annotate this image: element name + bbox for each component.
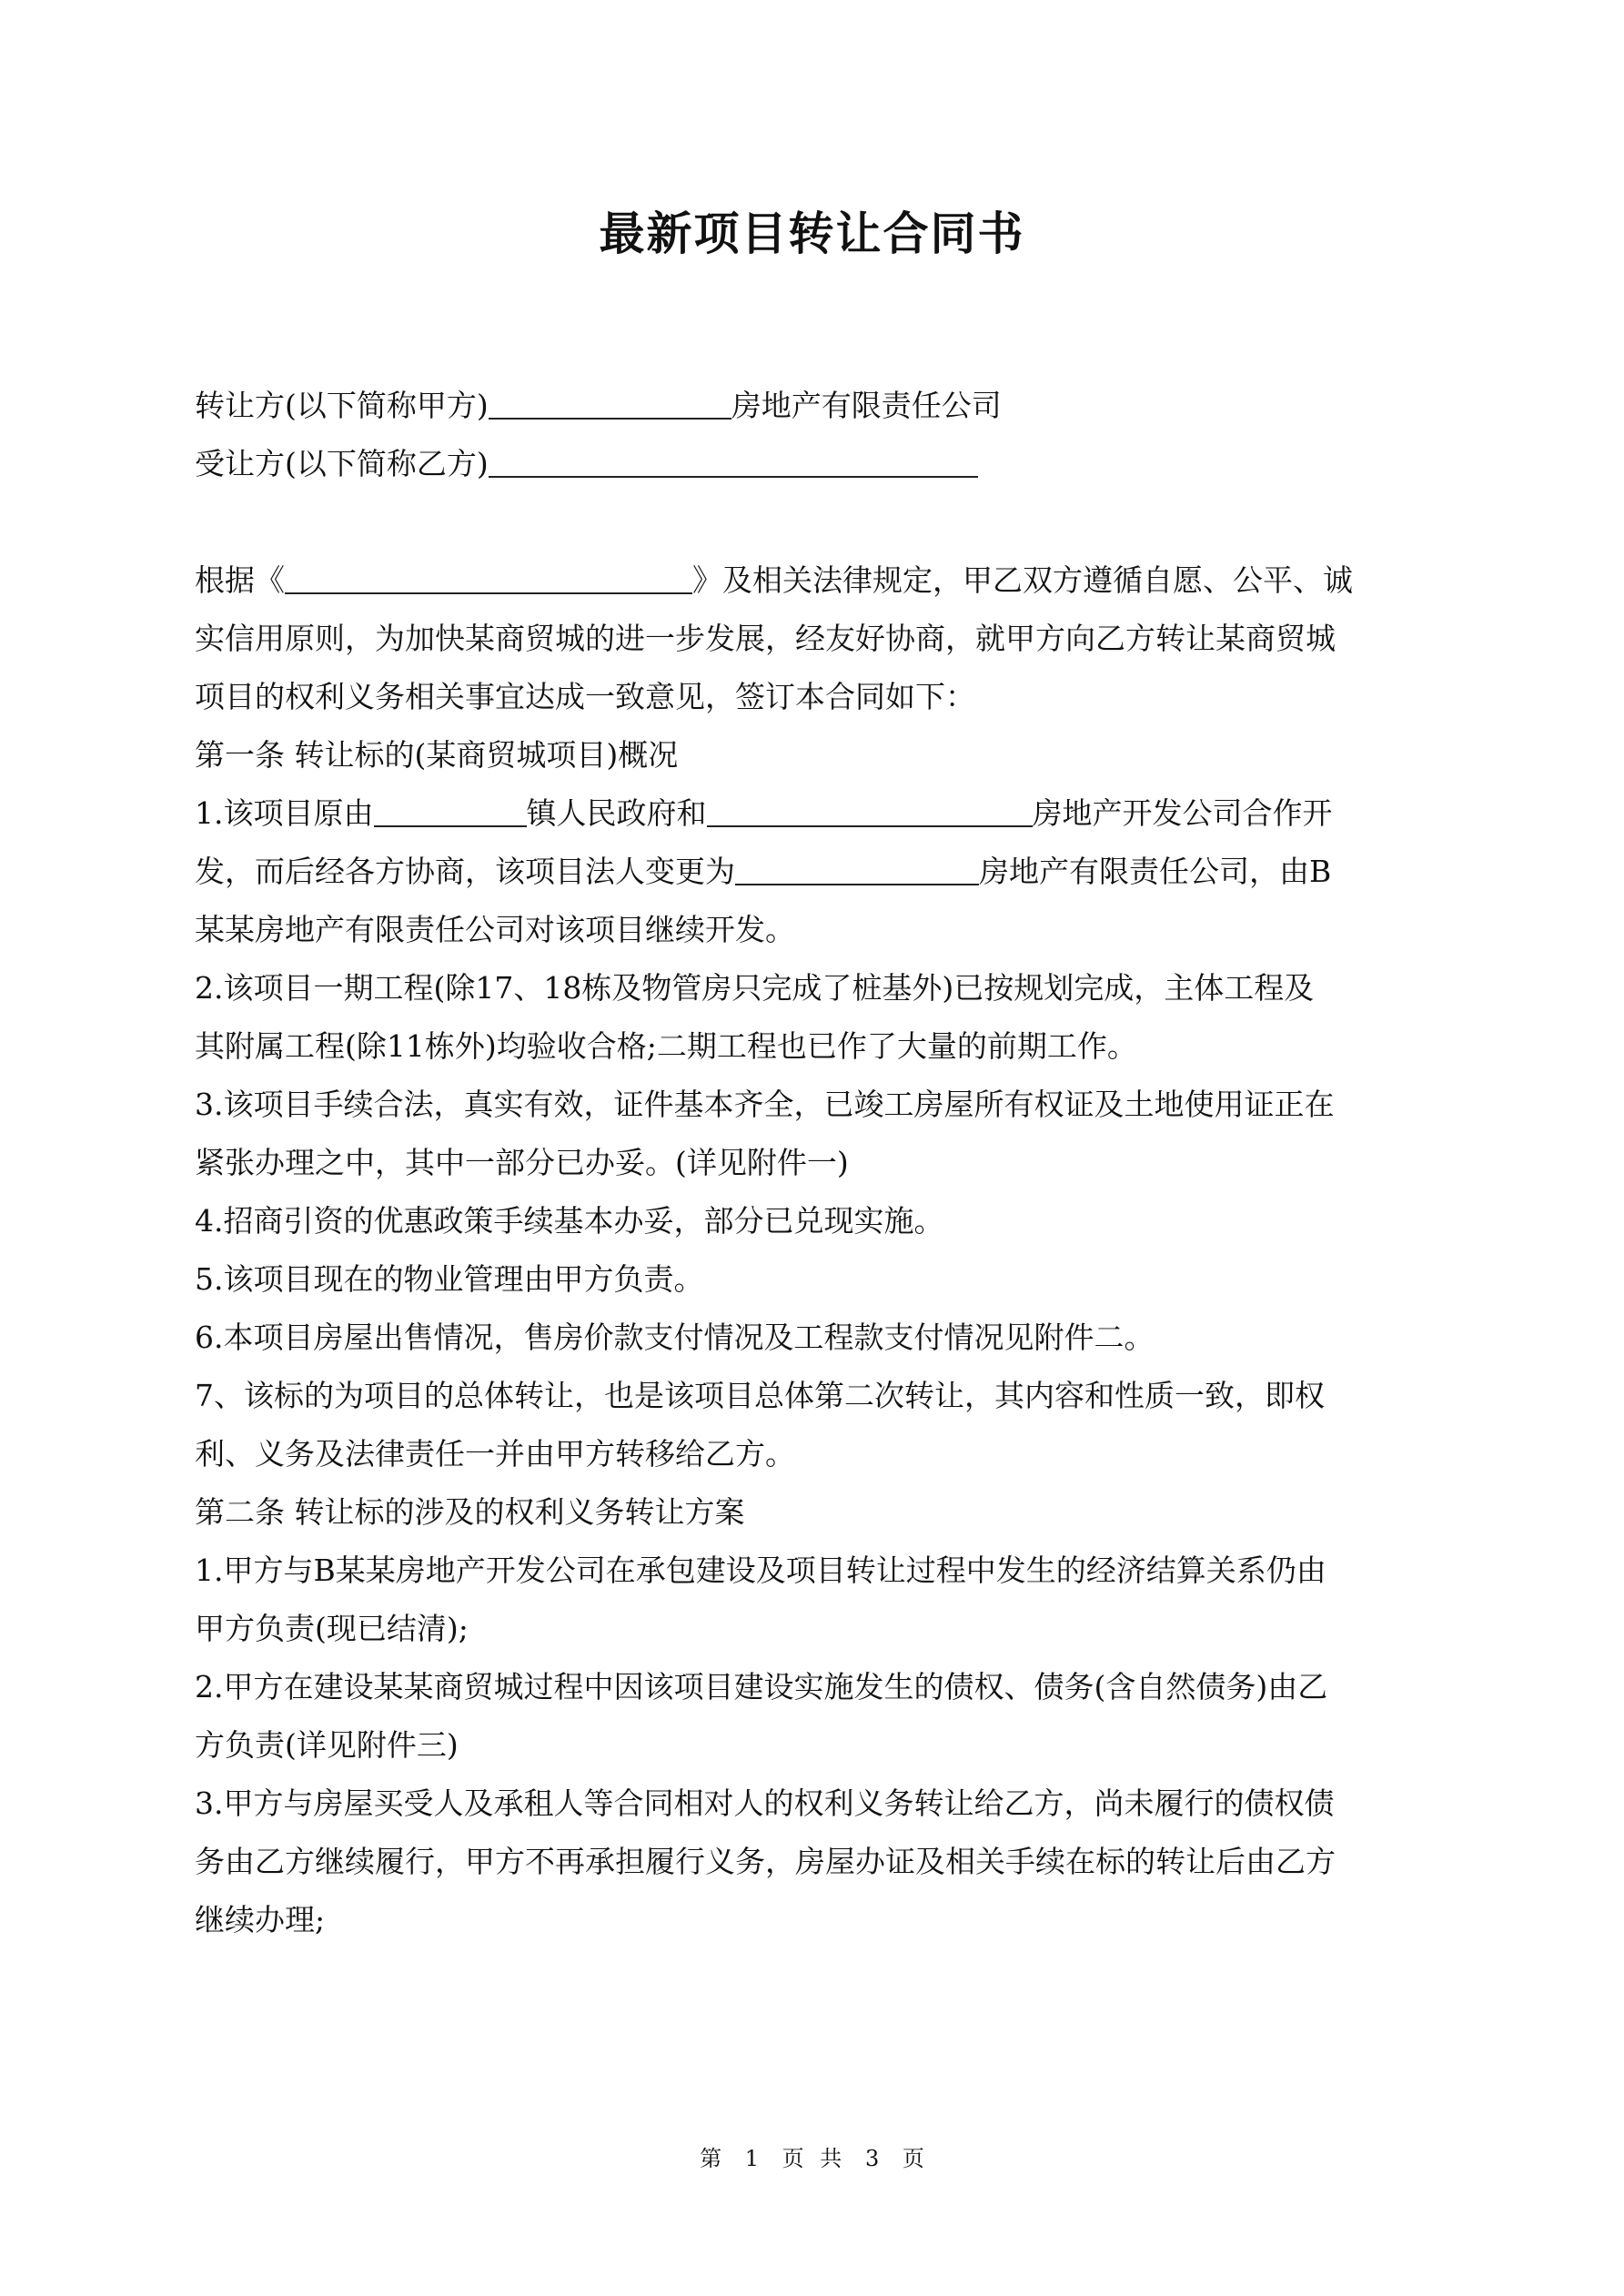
article-2-item-3-line-1: 3.甲方与房屋买受人及承租人等合同相对人的权利义务转让给乙方，尚未履行的债权债 <box>195 1785 1335 1821</box>
article-1-item-1-line-1: 1.该项目原由 镇人民政府和 房地产开发公司合作开 <box>195 795 1333 831</box>
transferor-blank <box>489 388 731 420</box>
town-blank <box>374 795 527 827</box>
intro-line-3: 项目的权利义务相关事宜达成一致意见，签订本合同如下： <box>195 679 975 714</box>
transferee-blank <box>489 446 978 478</box>
article-1-item-7-line-2: 利、义务及法律责任一并由甲方转移给乙方。 <box>195 1436 795 1472</box>
article-2-item-2-line-2: 方负责(详见附件三) <box>195 1727 459 1763</box>
article-2-heading: 第二条 转让标的涉及的权利义务转让方案 <box>195 1494 745 1530</box>
intro-line-2: 实信用原则，为加快某商贸城的进一步发展，经友好协商，就甲方向乙方转让某商贸城 <box>195 621 1336 656</box>
article-1-item-6: 6.本项目房屋出售情况，售房价款支付情况及工程款支付情况见附件二。 <box>195 1320 1155 1355</box>
document-body <box>195 380 1447 1946</box>
article-2-item-2-line-1: 2.甲方在建设某某商贸城过程中因该项目建设实施发生的债权、债务(含自然债务)由乙 <box>195 1669 1328 1704</box>
article-1-item-5: 5.该项目现在的物业管理由甲方负责。 <box>195 1261 704 1297</box>
company-blank <box>735 854 979 885</box>
article-1-item-2-line-1: 2.该项目一期工程(除17、18栋及物管房只完成了桩基外)已按规划完成，主体工程及 <box>195 970 1315 1006</box>
article-2-item-1-line-2: 甲方负责(现已结清); <box>195 1611 469 1646</box>
transferee-prefix: 受让方(以下简称乙方) <box>195 446 489 481</box>
article-1-item-4: 4.招商引资的优惠政策手续基本办妥，部分已兑现实施。 <box>195 1203 944 1239</box>
developer-blank <box>707 795 1033 827</box>
transferor-prefix: 转让方(以下简称甲方) <box>195 388 489 423</box>
article-1-item-2-line-2: 其附属工程(除11栋外)均验收合格;二期工程也已作了大量的前期工作。 <box>195 1028 1137 1064</box>
intro-line-1: 根据《 》及相关法律规定，甲乙双方遵循自愿、公平、诚 <box>195 562 1353 598</box>
law-name-blank <box>285 562 692 594</box>
transferor-suffix: 房地产有限责任公司 <box>731 388 1002 423</box>
current-page-number: 1 <box>744 2146 760 2171</box>
article-1-heading: 第一条 转让标的(某商贸城项目)概况 <box>195 737 679 773</box>
total-page-number: 3 <box>864 2146 880 2171</box>
article-1-item-3-line-2: 紧张办理之中，其中一部分已办妥。(详见附件一) <box>195 1145 849 1180</box>
article-2-item-1-line-1: 1.甲方与B某某房地产开发公司在承包建设及项目转让过程中发生的经济结算关系仍由 <box>195 1553 1326 1588</box>
transferor-line <box>195 380 1447 431</box>
article-2-item-3-line-3: 继续办理; <box>195 1902 326 1937</box>
document-title: 最新项目转让合同书 <box>599 207 1025 260</box>
article-2-item-3-line-2: 务由乙方继续履行，甲方不再承担履行义务，房屋办证及相关手续在标的转让后由乙方 <box>195 1844 1336 1879</box>
article-1-item-1-line-3: 某某房地产有限责任公司对该项目继续开发。 <box>195 912 795 947</box>
article-1-item-7-line-1: 7、该标的为项目的总体转让，也是该项目总体第二次转让，其内容和性质一致，即权 <box>195 1378 1325 1413</box>
article-1-item-1-line-2: 发，而后经各方协商，该项目法人变更为 房地产有限责任公司，由B <box>195 854 1332 889</box>
article-1-item-3-line-1: 3.该项目手续合法，真实有效，证件基本齐全，已竣工房屋所有权证及土地使用证正在 <box>195 1087 1335 1122</box>
page-footer: 第 1 页 共 3 页 <box>700 2146 924 2171</box>
transferee-line <box>195 439 1447 490</box>
